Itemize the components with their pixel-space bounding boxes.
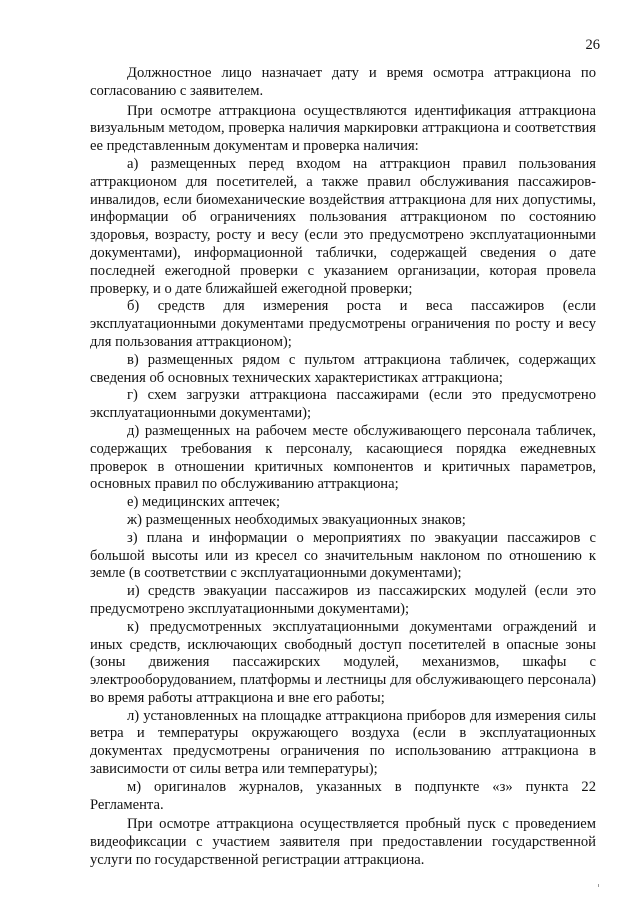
list-item-b: б) средств для измерения роста и веса пассажиров (если эксплуатационными документами предусмотрены ограничения по росту и весу для пользования аттракционом);	[90, 298, 596, 350]
page-number: 26	[585, 37, 600, 53]
scan-mark	[598, 884, 599, 887]
list-item-g: г) схем загрузки аттракциона пассажирами (если это предусмотрено эксплуатационными документами);	[90, 387, 596, 422]
list-item-i: и) средств эвакуации пассажиров из пассажирских модулей (если это предусмотрено эксплуатационными документами);	[90, 583, 596, 617]
list-item-l: л) установленных на площадке аттракциона приборов для измерения силы ветра и температуры окружающего воздуха (если в эксплуатационных документах предусмотрены ограничения по использованию аттракциона в зависимости от силы ветра или температуры);	[90, 707, 596, 778]
list-item-v: в) размещенных рядом с пультом аттракциона табличек, содержащих сведения об основных технических характеристиках аттракциона;	[90, 351, 596, 386]
paragraph-inspection-intro: При осмотре аттракциона осуществляются идентификация аттракциона визуальным методом, проверка наличия маркировки аттракциона и соответствия ее представленным документам и проверка наличия:	[90, 102, 596, 155]
body-text	[90, 65, 596, 870]
list-item-z: з) плана и информации о мероприятиях по эвакуации пассажиров с большой высоты или из кресел со значительным наклоном по отношению к земле (в соответствии с эксплуатационными документами);	[90, 529, 596, 582]
paragraph-test-run: При осмотре аттракциона осуществляется пробный пуск с проведением видеофиксации с участием заявителя при предоставлении государственной услуги по государственной регистрации аттракциона.	[90, 816, 596, 869]
list-item-a: а) размещенных перед входом на аттракцион правил пользования аттракционом для посетителей, а также правил обслуживания пассажиров-инвалидов, если биомеханические воздействия аттракциона для них допустимы, информации об ограничениях пользования аттракционом по состоянию здоровья, возрасту, росту и весу (если это предусмотрено эксплуатационными документами), информационной таблички, содержащей сведения о дате последней ежегодной проверки с указанием организации, которая провела проверку, и о дате ближайшей ежегодной проверки;	[90, 155, 596, 297]
list-item-e: е) медицинских аптечек;	[127, 494, 281, 511]
paragraph-appointment: Должностное лицо назначает дату и время осмотра аттракциона по согласованию с заявителем.	[90, 65, 596, 99]
list-item-zh: ж) размещенных необходимых эвакуационных знаков;	[127, 511, 466, 528]
list-item-m: м) оригиналов журналов, указанных в подпункте «з» пункта 22 Регламента.	[90, 778, 596, 813]
list-item-k: к) предусмотренных эксплуатационными документами ограждений и иных средств, исключающих свободный доступ посетителей в опасные зоны (зоны движения пассажирских модулей, механизмов, шкафы с электрооборудованием, платформы и лестницы для обслуживающего персонала) во время работы аттракциона и вне его работы;	[90, 618, 596, 706]
list-item-d: д) размещенных на рабочем месте обслуживающего персонала табличек, содержащих требования к персоналу, касающиеся порядка ежедневных проверок в отношении критичных компонентов и критичных параметров, основных правил по обслуживанию аттракциона;	[90, 422, 596, 493]
